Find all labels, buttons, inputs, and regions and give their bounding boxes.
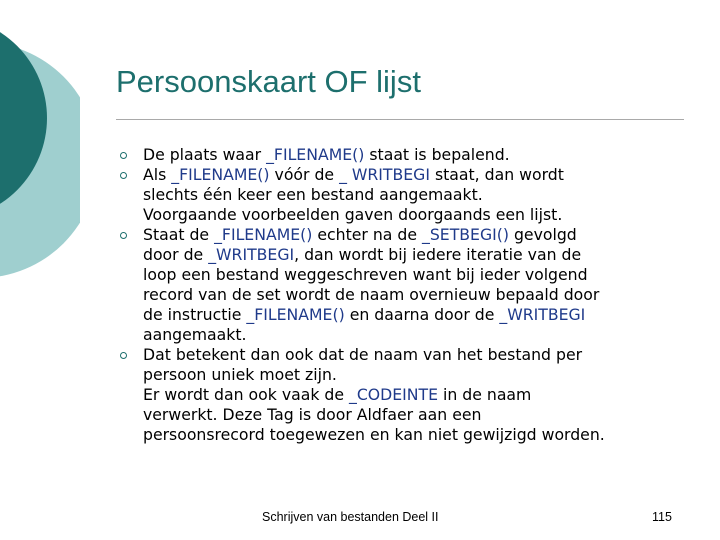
code-keyword: _SETBEGI() xyxy=(421,225,509,244)
bullet-line xyxy=(143,145,678,165)
bullet-line xyxy=(143,185,678,205)
bullet-circle-icon xyxy=(120,172,127,179)
bullet-item xyxy=(118,165,678,225)
slide-title: Persoonskaart OF lijst xyxy=(116,64,421,99)
bullet-line xyxy=(143,245,678,265)
bullet-circle-icon xyxy=(120,232,127,239)
page-number: 115 xyxy=(652,510,672,524)
code-keyword: _FILENAME() xyxy=(246,305,345,324)
bullet-item xyxy=(118,225,678,345)
text-segment: verwerkt. Deze Tag is door Aldfaer aan een xyxy=(143,405,482,424)
code-keyword: _WRITBEGI xyxy=(499,305,586,324)
bullet-line xyxy=(143,225,678,245)
bullet-list xyxy=(118,145,678,445)
code-keyword: _FILENAME() xyxy=(266,145,365,164)
text-segment: De plaats waar xyxy=(143,145,267,164)
text-segment: de instructie xyxy=(143,305,247,324)
bullet-item xyxy=(118,145,678,165)
bullet-circle-icon xyxy=(120,352,127,359)
text-segment: , dan wordt bij iedere iteratie van de xyxy=(294,245,582,264)
code-keyword: _WRITBEGI xyxy=(208,245,295,264)
text-segment: Als xyxy=(143,165,172,184)
text-segment: record van de set wordt de naam overnieuw bepaald door xyxy=(143,285,600,304)
bullet-line xyxy=(143,265,678,285)
title-divider xyxy=(116,119,684,120)
bullet-item xyxy=(118,345,678,445)
text-segment: aangemaakt. xyxy=(143,325,247,344)
code-keyword: _FILENAME() xyxy=(214,225,313,244)
text-segment: Staat de xyxy=(143,225,215,244)
text-segment: slechts één keer een bestand aangemaakt. xyxy=(143,185,483,204)
text-segment: in de naam xyxy=(438,385,532,404)
text-segment: en daarna door de xyxy=(344,305,500,324)
footer-title: Schrijven van bestanden Deel II xyxy=(262,510,439,524)
text-segment: persoonsrecord toegewezen en kan niet gewijzigd worden. xyxy=(143,425,605,444)
text-segment: gevolgd xyxy=(508,225,577,244)
bullet-line xyxy=(143,325,678,345)
bullet-line xyxy=(143,385,678,405)
bullet-line xyxy=(143,345,678,365)
text-segment: staat, dan wordt xyxy=(429,165,564,184)
code-keyword: _ WRITBEGI xyxy=(339,165,430,184)
bullet-line xyxy=(143,285,678,305)
text-segment: staat is bepalend. xyxy=(364,145,510,164)
text-segment: echter na de xyxy=(312,225,422,244)
text-segment: persoon uniek moet zijn. xyxy=(143,365,337,384)
text-segment: loop een bestand weggeschreven want bij ieder volgend xyxy=(143,265,588,284)
text-segment: Voorgaande voorbeelden gaven doorgaands een lijst. xyxy=(143,205,563,224)
bullet-line xyxy=(143,405,678,425)
code-keyword: _FILENAME() xyxy=(171,165,270,184)
text-segment: Dat betekent dan ook dat de naam van het bestand per xyxy=(143,345,583,364)
code-keyword: _CODEINTE xyxy=(349,385,438,404)
text-segment: vóór de xyxy=(269,165,340,184)
text-segment: door de xyxy=(143,245,209,264)
bullet-line xyxy=(143,305,678,325)
bullet-line xyxy=(143,165,678,185)
text-segment: Er wordt dan ook vaak de xyxy=(143,385,349,404)
decorative-circles xyxy=(0,0,80,300)
bullet-line xyxy=(143,425,678,445)
bullet-line xyxy=(143,205,678,225)
bullet-circle-icon xyxy=(120,152,127,159)
bullet-line xyxy=(143,365,678,385)
